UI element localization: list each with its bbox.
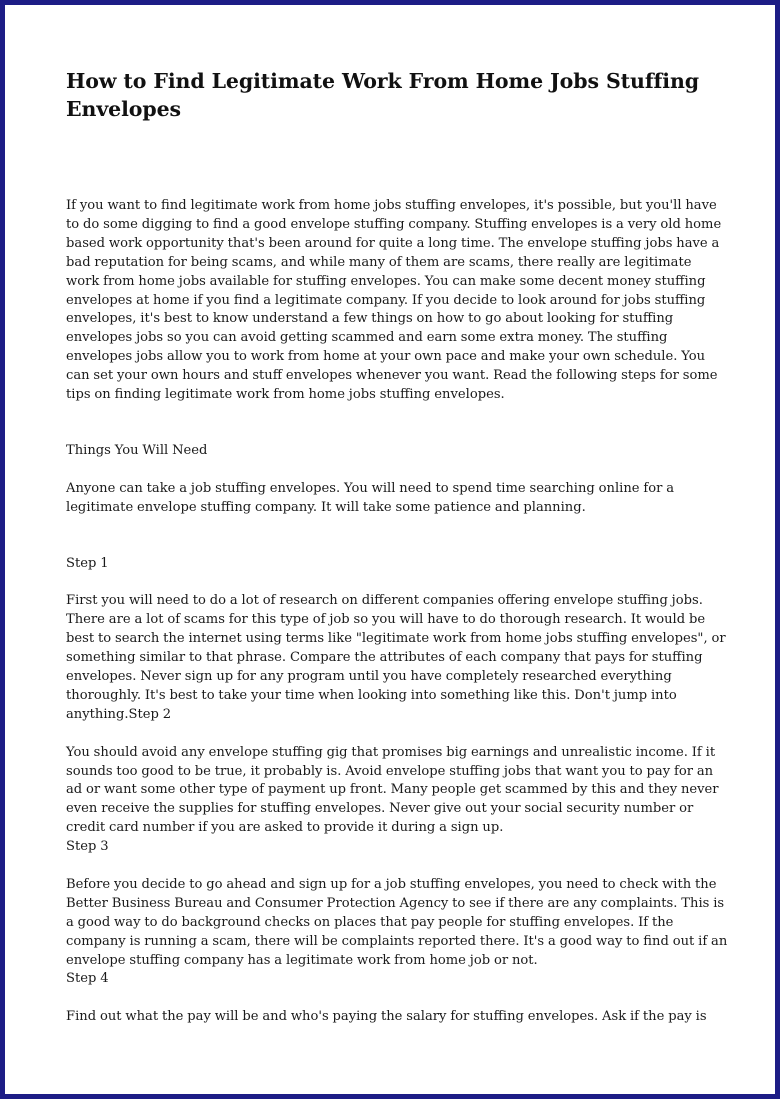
step-4-label: Step 4 — [66, 971, 109, 987]
step-2-text: You should avoid any envelope stuffing gig that promises big earnings and unrealistic income. If it sounds too good to be true, it probably is. Avoid envelope stuffing jobs that want you to pay for an ad or want some other type of payment up front. Many people get scammed by this and they never even receive the supplies for stuffing envelopes. Never give out your social security number or credit card number if you are asked to provide it during a sign up. — [66, 744, 719, 836]
step-3-label: Step 3 — [66, 839, 109, 855]
things-paragraph: Anyone can take a job stuffing envelopes. You will need to spend time searching online for a legitimate envelope stuffing company. It will take some patience and planning. — [66, 480, 675, 515]
step-1-paragraph — [66, 592, 728, 724]
step-4-paragraph: Find out what the pay will be and who's paying the salary for stuffing envelopes. Ask if the pay is — [66, 1009, 707, 1025]
things-heading: Things You Will Need — [66, 442, 208, 458]
step-3-text: Before you decide to go ahead and sign up for a job stuffing envelopes, you need to check with the Better Business Bureau and Consumer Protection Agency to see if there are any complaints. This is a good way to do background checks on places that pay people for stuffing envelopes. If the company is running a scam, there will be complaints reported there. It's a good way to find out if an envelope stuffing company has a legitimate work from home job or not. — [66, 876, 728, 968]
document-content — [66, 67, 728, 1027]
step-3-paragraph — [66, 876, 728, 989]
step-1-label: Step 1 — [66, 555, 109, 571]
step-2-paragraph — [66, 744, 728, 857]
intro-paragraph: If you want to find legitimate work from home jobs stuffing envelopes, it's possible, but you'll have to do some digging to find a good envelope stuffing company. Stuffing envelopes is a very old home based work opportunity that's been around for quite a long time. The envelope stuffing jobs have a bad reputation for being scams, and while many of them are scams, there really are legitimate work from home jobs available for stuffing envelopes. You can make some decent money stuffing envelopes at home if you find a legitimate company. If you decide to look around for jobs stuffing envelopes, it's best to know understand a few things on how to go about looking for stuffing envelopes jobs so you can avoid getting scammed and earn some extra money. The stuffing envelopes jobs allow you to work from home at your own pace and make your own schedule. You can set your own hours and stuff envelopes whenever you want. Read the following steps for some tips on finding legitimate work from home jobs stuffing envelopes. — [66, 198, 722, 403]
step-2-label: Step 2 — [128, 706, 172, 722]
step-1-text: First you will need to do a lot of research on different companies offering envelope stuffing jobs. There are a lot of scams for this type of job so you will have to do thorough research. It would be best to search the internet using terms like "legitimate work from home jobs stuffing envelopes", or something similar to that phrase. Compare the attributes of each company that pays for stuffing envelopes. Never sign up for any program until you have completely researched everything thoroughly. It's best to take your time when looking into something like this. Don't jump into anything. — [66, 593, 726, 722]
page-title: How to Find Legitimate Work From Home Jobs Stuffing Envelopes — [66, 69, 699, 121]
